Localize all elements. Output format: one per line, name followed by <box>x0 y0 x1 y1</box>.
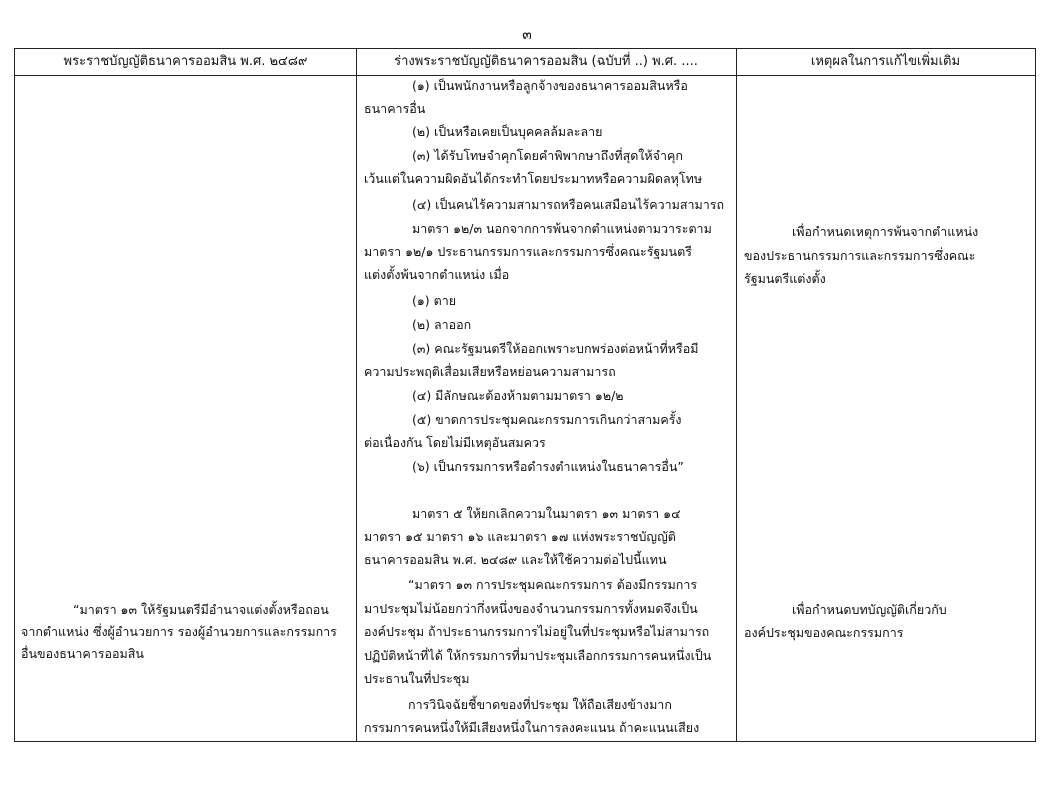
current-law-line: อื่นของธนาคารออมสิน <box>21 646 144 661</box>
draft-law-line: (๓) คณะรัฐมนตรีให้ออกเพราะบกพร่องต่อหน้าที่หรือมี <box>412 341 699 356</box>
column-divider <box>736 49 737 741</box>
table-header-row <box>15 49 1035 76</box>
header-reason: เหตุผลในการแก้ไขเพิ่มเติม <box>810 54 961 69</box>
current-law-column <box>21 75 353 741</box>
draft-law-line: ต่อเนื่องกัน โดยไม่มีเหตุอันสมควร <box>364 435 546 450</box>
draft-law-line: ปฏิบัติหน้าที่ได้ ให้กรรมการที่มาประชุมเลือกกรรมการคนหนึ่งเป็น <box>364 648 712 663</box>
draft-law-line: (๖) เป็นกรรมการหรือดำรงตำแหน่งในธนาคารอื่น” <box>412 459 684 474</box>
current-law-line: จากตำแหน่ง ซึ่งผู้อำนวยการ รองผู้อำนวยการและกรรมการ <box>21 624 337 639</box>
current-law-line: “มาตรา ๑๓ ให้รัฐมนตรีมีอำนาจแต่งตั้งหรือถอน <box>73 602 329 617</box>
draft-law-line: ความประพฤติเสื่อมเสียหรือหย่อนความสามารถ <box>364 364 616 379</box>
column-divider <box>356 49 357 741</box>
draft-law-line: แต่งตั้งพ้นจากตำแหน่ง เมื่อ <box>364 267 510 282</box>
draft-law-line: องค์ประชุม ถ้าประธานกรรมการไม่อยู่ในที่ประชุมหรือไม่สามารถ <box>364 624 710 639</box>
comparison-table <box>14 48 1036 742</box>
draft-law-line: การวินิจฉัยชี้ขาดของที่ประชุม ให้ถือเสียงข้างมาก <box>408 697 672 712</box>
draft-law-line: (๒) เป็นหรือเคยเป็นบุคคลล้มละลาย <box>412 124 603 139</box>
draft-law-line: มาประชุมไม่น้อยกว่ากึ่งหนึ่งของจำนวนกรรมการทั้งหมดจึงเป็น <box>364 601 698 616</box>
reason-line: รัฐมนตรีแต่งตั้ง <box>744 271 826 286</box>
draft-law-line: (๒) ลาออก <box>412 317 472 332</box>
reason-line: เพื่อกำหนดเหตุการพ้นจากตำแหน่ง <box>792 224 979 239</box>
draft-law-line: (๔) มีลักษณะต้องห้ามตามมาตรา ๑๒/๒ <box>412 388 624 403</box>
reason-column <box>744 75 1034 741</box>
draft-law-line: ธนาคารอื่น <box>364 101 426 116</box>
draft-law-line: ธนาคารออมสิน พ.ศ. ๒๔๘๙ และให้ใช้ความต่อไปนี้แทน <box>364 552 667 567</box>
header-draft-law: ร่างพระราชบัญญัติธนาคารออมสิน (ฉบับที่ ..) พ.ศ. .... <box>394 54 698 69</box>
draft-law-line: (๑) ตาย <box>412 293 457 308</box>
draft-law-line: “มาตรา ๑๓ การประชุมคณะกรรมการ ต้องมีกรรมการ <box>408 577 698 592</box>
draft-law-line: (๔) เป็นคนไร้ความสามารถหรือคนเสมือนไร้ความสามารถ <box>412 197 725 212</box>
page-number: ๓ <box>522 27 532 43</box>
draft-law-line: (๓) ได้รับโทษจำคุกโดยคำพิพากษาถึงที่สุดให้จำคุก <box>412 148 683 163</box>
reason-line: องค์ประชุมของคณะกรรมการ <box>744 625 904 640</box>
reason-line: เพื่อกำหนดบทบัญญัติเกี่ยวกับ <box>792 602 947 617</box>
draft-law-line: มาตรา ๑๒/๓ นอกจากการพ้นจากตำแหน่งตามวาระตาม <box>412 221 712 236</box>
draft-law-column <box>364 75 734 741</box>
draft-law-line: ประธานในที่ประชุม <box>364 671 470 686</box>
draft-law-line: มาตรา ๕ ให้ยกเลิกความในมาตรา ๑๓ มาตรา ๑๔ <box>412 506 681 521</box>
draft-law-line: เว้นแต่ในความผิดอันได้กระทำโดยประมาทหรือความผิดลหุโทษ <box>364 171 703 186</box>
draft-law-line: มาตรา ๑๒/๑ ประธานกรรมการและกรรมการซึ่งคณะรัฐมนตรี <box>364 244 692 259</box>
draft-law-line: กรรมการคนหนึ่งให้มีเสียงหนึ่งในการลงคะแนน ถ้าคะแนนเสียง <box>364 720 700 735</box>
reason-line: ของประธานกรรมการและกรรมการซึ่งคณะ <box>744 248 976 263</box>
draft-law-line: มาตรา ๑๕ มาตรา ๑๖ และมาตรา ๑๗ แห่งพระราชบัญญัติ <box>364 529 676 544</box>
draft-law-line: (๕) ขาดการประชุมคณะกรรมการเกินกว่าสามครั้ง <box>412 412 682 427</box>
draft-law-line: (๑) เป็นพนักงานหรือลูกจ้างของธนาคารออมสินหรือ <box>412 78 688 93</box>
header-current-law: พระราชบัญญัติธนาคารออมสิน พ.ศ. ๒๔๘๙ <box>63 54 308 69</box>
